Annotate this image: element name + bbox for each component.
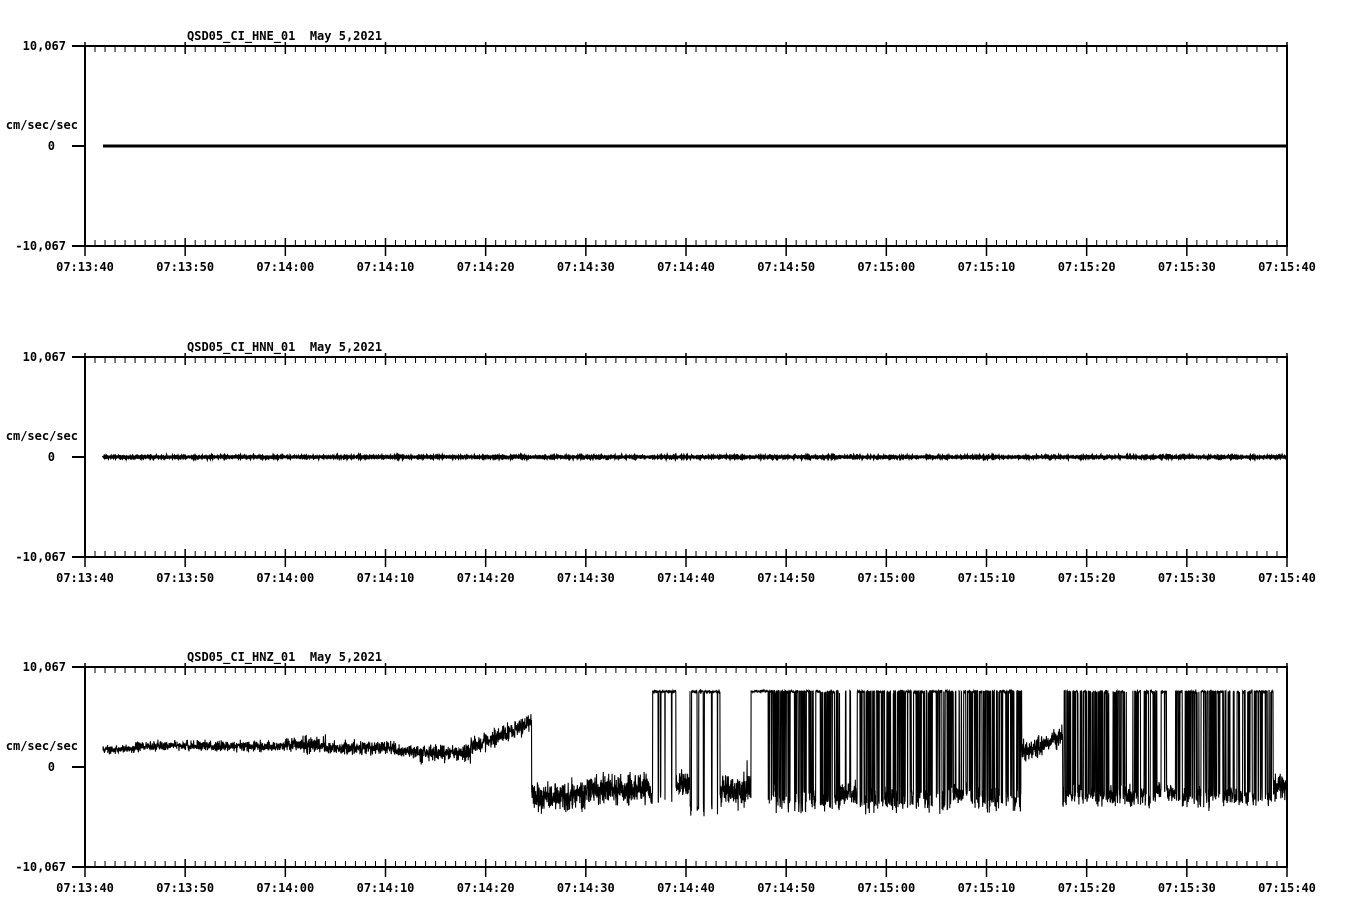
y-axis-unit-label: cm/sec/sec <box>5 739 78 753</box>
x-tick-label: 07:14:00 <box>256 881 315 895</box>
x-tick-label: 07:15:20 <box>1057 881 1116 895</box>
x-tick-label: 07:15:10 <box>957 881 1016 895</box>
trace-hnz <box>103 691 1287 817</box>
x-tick-label: 07:14:10 <box>356 881 415 895</box>
panel-title: QSD05_CI_HNZ_01 May 5,2021 <box>187 650 383 664</box>
x-tick-label: 07:14:50 <box>757 260 816 274</box>
x-tick-label: 07:14:00 <box>256 260 315 274</box>
x-tick-label: 07:13:50 <box>156 260 215 274</box>
x-tick-label: 07:15:40 <box>1258 571 1316 585</box>
x-tick-label: 07:13:40 <box>56 571 114 585</box>
y-tick-label-zero: 0 <box>47 450 55 464</box>
x-tick-label: 07:15:40 <box>1258 260 1316 274</box>
x-tick-label: 07:14:10 <box>356 260 415 274</box>
x-tick-label: 07:15:10 <box>957 260 1016 274</box>
x-tick-label: 07:14:40 <box>657 881 715 895</box>
x-tick-label: 07:14:20 <box>456 571 515 585</box>
panel-title: QSD05_CI_HNE_01 May 5,2021 <box>187 29 383 43</box>
y-tick-label-max: 10,067 <box>22 350 66 364</box>
panel-title: QSD05_CI_HNN_01 May 5,2021 <box>187 340 383 354</box>
x-tick-label: 07:15:30 <box>1157 571 1216 585</box>
x-tick-label: 07:14:20 <box>456 881 515 895</box>
x-tick-label: 07:14:30 <box>556 260 615 274</box>
x-tick-label: 07:14:30 <box>556 571 615 585</box>
x-tick-label: 07:14:30 <box>556 881 615 895</box>
trace-hnn <box>103 454 1287 460</box>
y-tick-label-zero: 0 <box>47 139 55 153</box>
x-tick-label: 07:14:50 <box>757 881 816 895</box>
x-tick-label: 07:15:00 <box>857 260 916 274</box>
x-tick-label: 07:14:50 <box>757 571 816 585</box>
x-tick-label: 07:14:00 <box>256 571 315 585</box>
y-tick-label-zero: 0 <box>47 760 55 774</box>
x-tick-label: 07:14:40 <box>657 260 715 274</box>
x-tick-label: 07:15:30 <box>1157 881 1216 895</box>
y-axis-unit-label: cm/sec/sec <box>5 429 78 443</box>
x-tick-label: 07:15:40 <box>1258 881 1316 895</box>
y-tick-label-min: -10,067 <box>15 860 66 874</box>
x-tick-label: 07:15:20 <box>1057 571 1116 585</box>
x-tick-label: 07:14:20 <box>456 260 515 274</box>
x-tick-label: 07:14:10 <box>356 571 415 585</box>
x-tick-label: 07:13:40 <box>56 881 114 895</box>
y-tick-label-max: 10,067 <box>22 39 66 53</box>
x-tick-label: 07:13:40 <box>56 260 114 274</box>
x-tick-label: 07:15:00 <box>857 571 916 585</box>
x-tick-label: 07:13:50 <box>156 881 215 895</box>
x-tick-label: 07:15:30 <box>1157 260 1216 274</box>
x-tick-label: 07:15:00 <box>857 881 916 895</box>
x-tick-label: 07:15:20 <box>1057 260 1116 274</box>
y-axis-unit-label: cm/sec/sec <box>5 118 78 132</box>
x-tick-label: 07:14:40 <box>657 571 715 585</box>
y-tick-label-min: -10,067 <box>15 550 66 564</box>
y-tick-label-max: 10,067 <box>22 660 66 674</box>
x-tick-label: 07:13:50 <box>156 571 215 585</box>
x-tick-label: 07:15:10 <box>957 571 1016 585</box>
y-tick-label-min: -10,067 <box>15 239 66 253</box>
